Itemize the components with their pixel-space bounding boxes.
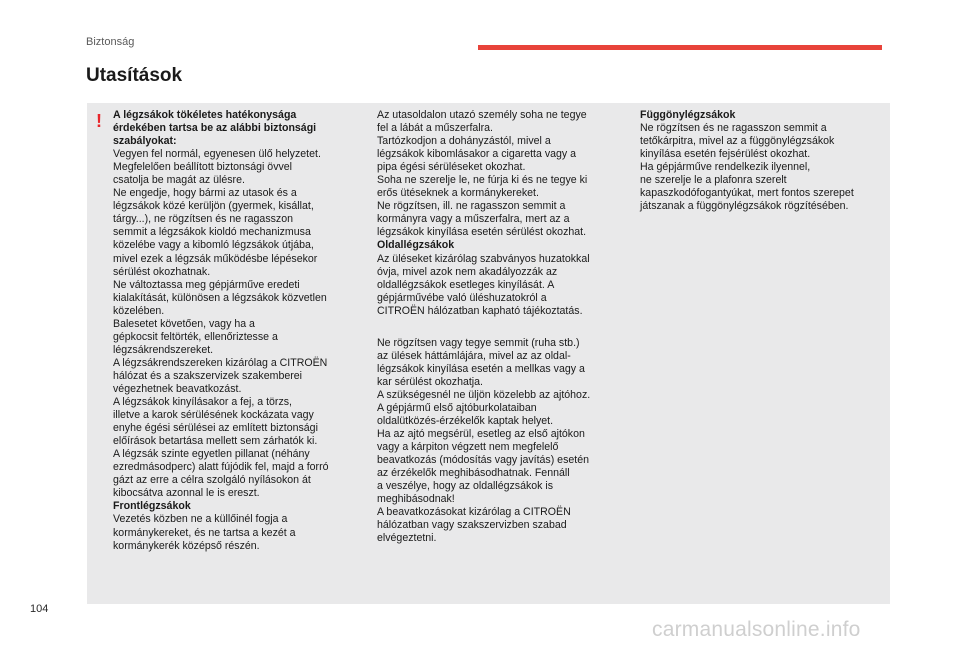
column-front-side-airbags <box>377 109 625 546</box>
text-line: ne szerelje le a plafonra szerelt <box>640 174 787 187</box>
text-line: kinyílása esetén fejsérülést okozhat. <box>640 148 811 161</box>
text-line: kormányra vagy a műszerfalra, mert az a <box>377 213 570 226</box>
text-line: A szükségesnél ne üljön közelebb az ajtóhoz. <box>377 388 591 401</box>
text-line: Vegyen fel normál, egyenesen ülő helyzetet. <box>113 148 321 161</box>
text-line: erős ütéseknek a kormánykereket. <box>377 187 539 200</box>
curtain-airbags-text <box>640 122 888 213</box>
text-line: kar sérülést okozhatja. <box>377 375 483 388</box>
text-line: Ha gépjárműve rendelkezik ilyennel, <box>640 161 811 174</box>
text-line: csatolja be magát az ülésre. <box>113 174 245 187</box>
column-curtain-airbags <box>640 109 888 213</box>
text-line: légzsákok kinyílása esetén a mellkas vagy a <box>377 362 585 375</box>
intro-text <box>113 148 361 500</box>
text-line: beavatkozás (módosítás vagy javítás) esetén <box>377 454 589 467</box>
front-airbags-text-continued <box>377 109 625 239</box>
text-line: gépkocsit feltörték, ellenőriztesse a <box>113 330 278 343</box>
text-line: Ne változtassa meg gépjárműve eredeti <box>113 278 300 291</box>
text-line: Tartózkodjon a dohányzástól, mivel a <box>377 135 551 148</box>
text-line: kibocsátva azonnal le is ereszt. <box>113 487 260 500</box>
text-line: CITROËN hálózatban kapható tájékoztatás. <box>377 304 583 317</box>
text-line: kialakítását, különösen a légzsákok közvetlen <box>113 291 327 304</box>
text-line: játszanak a függönylégzsákok rögzítésében. <box>640 200 849 213</box>
text-line: légzsákok kinyílása esetén sérülést okozhat. <box>377 226 587 239</box>
text-line: semmit a légzsákok kioldó mechanizmusa <box>113 226 311 239</box>
text-line: vagy a kárpiton végzett nem megfelelő <box>377 441 559 454</box>
text-line: Az utasoldalon utazó személy soha ne tegye <box>377 109 587 121</box>
section-label: Biztonság <box>86 36 135 48</box>
side-airbags-heading: Oldallégzsákok <box>377 239 455 252</box>
text-line: A beavatkozásokat kizárólag a CITROËN <box>377 506 571 519</box>
text-line: kapaszkodófogantyúkat, mert fontos szerepet <box>640 187 854 200</box>
text-line: hálózatban vagy szakszervizben szabad <box>377 519 567 532</box>
text-line: sérülést okozhatnak. <box>113 265 211 278</box>
text-line: előírások betartása mellett sem zárhatók ki. <box>113 435 318 448</box>
text-line: szabályokat: <box>113 135 177 148</box>
text-line: A légzsákrendszereken kizárólag a CITROËN <box>113 356 328 369</box>
text-line: tetőkárpitra, mivel az a függönylégzsákok <box>640 135 835 148</box>
text-line: Az üléseket kizárólag szabványos huzatokkal <box>377 252 590 265</box>
text-line: Balesetet követően, vagy ha a <box>113 317 255 330</box>
text-line: közelébe vagy a kibomló légzsákok útjába, <box>113 239 314 252</box>
section-accent-bar <box>478 45 882 50</box>
text-line: óvja, mivel azok nem akadályozzák az <box>377 265 558 278</box>
text-line: pipa égési sérüléseket okozhat. <box>377 161 526 174</box>
text-line: az érzékelők meghibásodhatnak. Fennáll <box>377 467 570 480</box>
curtain-airbags-heading: Függönylégzsákok <box>640 109 736 121</box>
text-line: légzsákrendszereket. <box>113 343 214 356</box>
text-line: ezredmásodperc) alatt fújódik fel, majd a forró <box>113 461 329 474</box>
text-line: Ne engedje, hogy bármi az utasok és a <box>113 187 297 200</box>
text-line: hálózat és a szakszervizek szakemberei <box>113 369 303 382</box>
page-number: 104 <box>30 603 49 615</box>
column-general-rules <box>113 109 361 553</box>
warning-exclamation-icon: ! <box>96 111 102 131</box>
text-line: kormánykereket, és ne tartsa a kezét a <box>113 526 296 539</box>
page-title: Utasítások <box>86 65 183 86</box>
text-line: meghibásodnak! <box>377 493 455 506</box>
text-line: elvégeztetni. <box>377 532 437 545</box>
text-line: oldalütközés-érzékelők kaptak helyet. <box>377 415 554 428</box>
text-line: mivel ezek a légzsák működésbe lépésekor <box>113 252 318 265</box>
side-airbags-text <box>377 253 625 318</box>
text-line: kormánykerék középső részén. <box>113 539 260 552</box>
text-line: A gépjármű első ajtóburkolataiban <box>377 401 537 414</box>
text-line: a veszélye, hogy az oldallégzsákok is <box>377 480 554 493</box>
front-airbags-heading: Frontlégzsákok <box>113 500 191 513</box>
text-line: gázt az erre a célra szolgáló nyílásokon át <box>113 474 311 487</box>
text-line: tárgy...), ne rögzítsen és ne ragasszon <box>113 213 293 226</box>
text-line: fel a lábát a műszerfalra. <box>377 122 493 135</box>
text-line: Ha az ajtó megsérül, esetleg az első ajtókon <box>377 428 585 441</box>
text-line: légzsákok közé kerüljön (gyermek, kisállat, <box>113 200 314 213</box>
watermark: carmanualsonline.info <box>652 618 861 641</box>
intro-heading <box>113 109 361 148</box>
paragraph-gap <box>377 318 625 337</box>
text-line: enyhe égési sérülései az említett biztonsági <box>113 422 318 435</box>
front-airbags-text <box>113 513 361 552</box>
text-line: légzsákok kibomlásakor a cigaretta vagy a <box>377 148 577 161</box>
text-line: oldallégzsákok esetleges kinyílását. A <box>377 278 555 291</box>
text-line: Vezetés közben ne a küllőinél fogja a <box>113 513 288 526</box>
text-line: gépjárművébe való üléshuzatokról a <box>377 291 547 304</box>
text-line: az ülések háttámlájára, mivel az az oldal- <box>377 349 571 362</box>
text-line: A légzsákok kinyílásakor a fej, a törzs, <box>113 396 292 409</box>
text-line: közelében. <box>113 304 165 317</box>
text-line: A légzsák szinte egyetlen pillanat (néhány <box>113 448 310 461</box>
text-line: A légzsákok tökéletes hatékonysága <box>113 109 297 121</box>
text-line: Ne rögzítsen, ill. ne ragasszon semmit a <box>377 200 566 213</box>
side-airbags-text-2 <box>377 337 625 546</box>
text-line: Ne rögzítsen vagy tegye semmit (ruha stb.) <box>377 336 580 349</box>
text-line: érdekében tartsa be az alábbi biztonsági <box>113 122 317 135</box>
text-line: végezhetnek beavatkozást. <box>113 382 242 395</box>
text-line: Megfelelően beállított biztonsági övvel <box>113 161 293 174</box>
text-line: Ne rögzítsen és ne ragasszon semmit a <box>640 122 827 135</box>
text-line: illetve a karok sérülésének kockázata vagy <box>113 409 314 422</box>
text-line: Soha ne szerelje le, ne fúrja ki és ne tegye ki <box>377 174 588 187</box>
